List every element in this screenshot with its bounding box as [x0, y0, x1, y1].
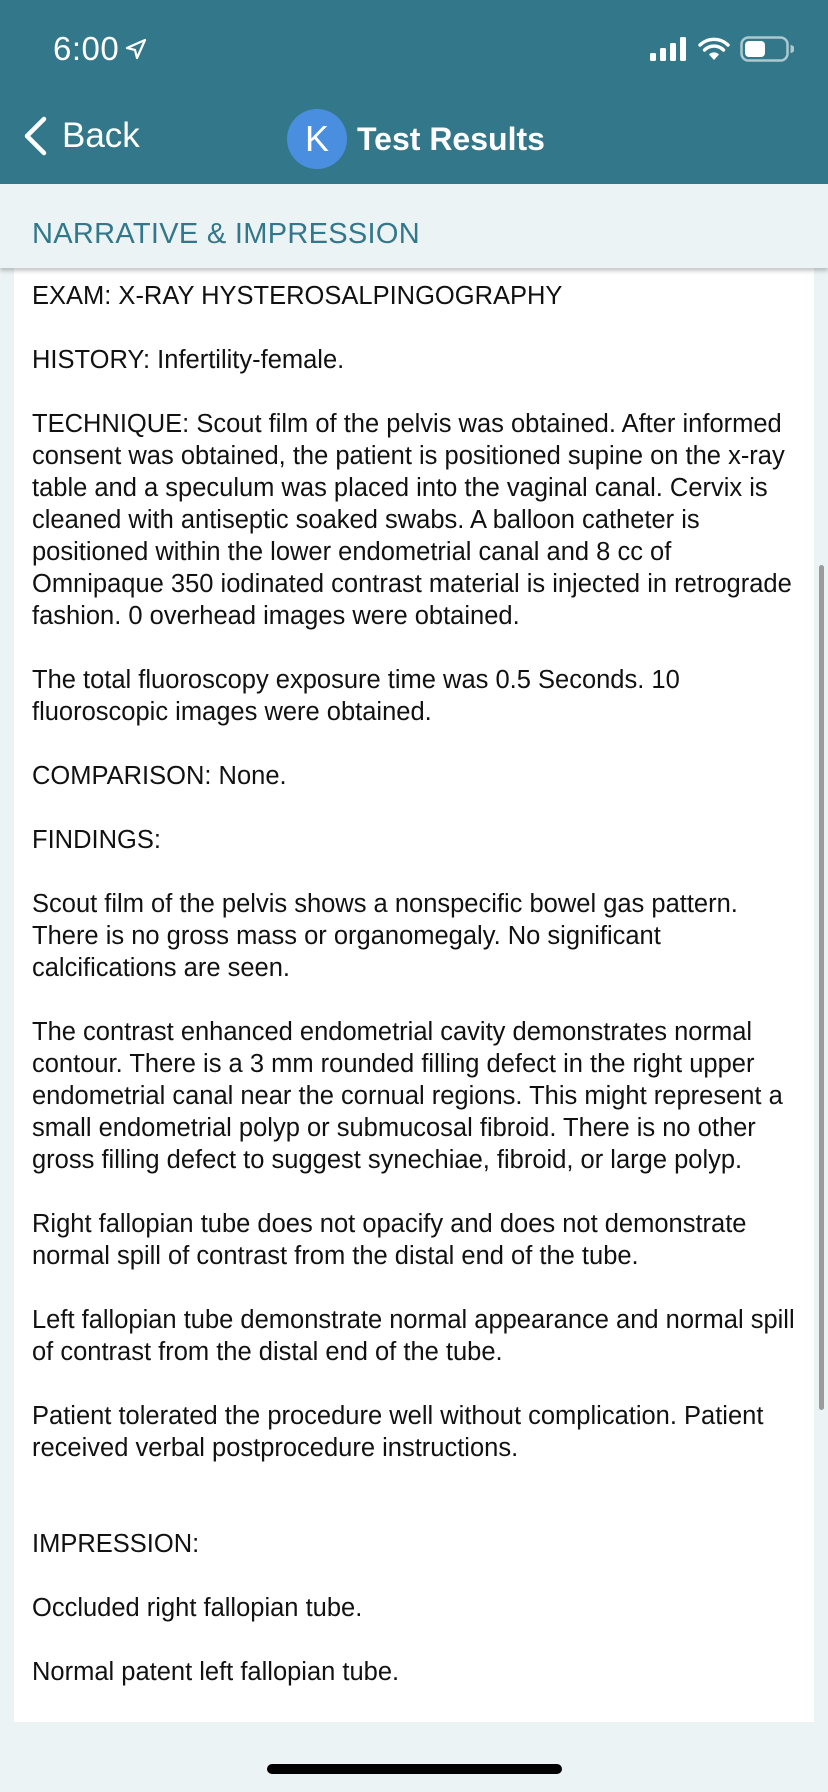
header-title-group	[287, 109, 545, 169]
home-indicator[interactable]	[267, 1764, 562, 1774]
section-header	[0, 184, 828, 268]
scrollbar[interactable]	[819, 565, 824, 1410]
report-tolerance: Patient tolerated the procedure well without complication. Patient received verbal postprocedure instructions.	[32, 1402, 764, 1462]
wifi-icon	[698, 37, 730, 61]
report-findings-scout: Scout film of the pelvis shows a nonspecific bowel gas pattern. There is no gross mass or organomegaly. No significant calcifications are seen.	[32, 890, 738, 982]
report-fluoroscopy: The total fluoroscopy exposure time was 0.5 Seconds. 10 fluoroscopic images were obtained.	[32, 666, 680, 726]
report-impression-heading: IMPRESSION:	[32, 1530, 200, 1558]
back-button[interactable]	[22, 116, 140, 156]
report-findings-heading: FINDINGS:	[32, 826, 161, 854]
report-history: HISTORY: Infertility-female.	[32, 346, 345, 374]
report-text	[14, 268, 814, 1688]
status-time	[53, 30, 147, 68]
battery-icon	[740, 36, 794, 62]
avatar[interactable]: K	[287, 109, 347, 169]
report-findings-cavity: The contrast enhanced endometrial cavity demonstrates normal contour. There is a 3 mm rounded filling defect in the right upper endometrial canal near the cornual regions. This might represent a small endometrial polyp or submucosal fibroid. There is no other gross filling defect to suggest synechiae, fibroid, or large polyp.	[32, 1018, 783, 1174]
report-findings-right-tube: Right fallopian tube does not opacify and does not demonstrate normal spill of contrast from the distal end of the tube.	[32, 1210, 747, 1270]
status-icons	[650, 36, 794, 62]
section-title: NARRATIVE & IMPRESSION	[32, 218, 420, 250]
report-exam: EXAM: X-RAY HYSTEROSALPINGOGRAPHY	[32, 282, 563, 310]
cellular-signal-icon	[650, 37, 688, 61]
status-time-text: 6:00	[53, 30, 120, 67]
back-button-label: Back	[62, 116, 140, 155]
report-impression-right: Occluded right fallopian tube.	[32, 1594, 363, 1622]
report-impression-left: Normal patent left fallopian tube.	[32, 1658, 400, 1686]
report-card[interactable]	[14, 268, 814, 1722]
page-title: Test Results	[357, 120, 545, 157]
report-findings-left-tube: Left fallopian tube demonstrate normal appearance and normal spill of contrast from the distal end of the tube.	[32, 1306, 795, 1366]
chevron-left-icon	[22, 116, 48, 156]
report-comparison: COMPARISON: None.	[32, 762, 287, 790]
location-arrow-icon	[125, 38, 147, 60]
report-technique: TECHNIQUE: Scout film of the pelvis was obtained. After informed consent was obtained, the patient is positioned supine on the x-ray table and a speculum was placed into the vaginal canal. Cervix is cleaned with antiseptic soaked swabs. A balloon catheter is positioned within the lower endometrial canal and 8 cc of Omnipaque 350 iodinated contrast material is injected in retrograde fashion. 0 overhead images were obtained.	[32, 410, 792, 630]
app-header	[0, 0, 828, 184]
